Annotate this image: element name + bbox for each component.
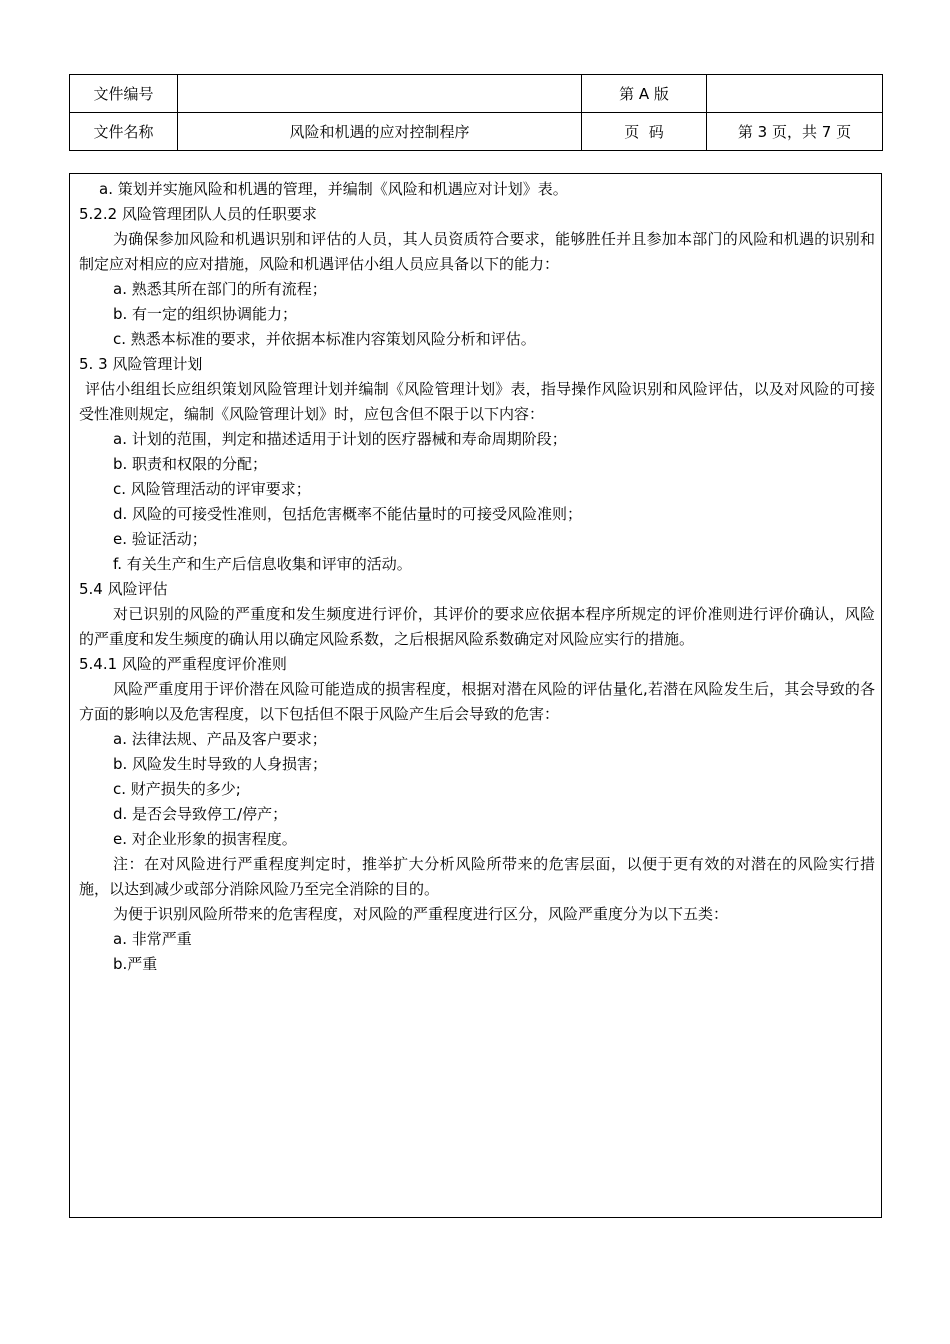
header-row-1 <box>70 75 883 113</box>
page-label: 页 码 <box>582 113 707 151</box>
list-item: c. 熟悉本标准的要求，并依据本标准内容策划风险分析和评估。 <box>113 330 536 348</box>
paragraph: 为便于识别风险所带来的危害程度，对风险的严重程度进行区分，风险严重度分为以下五类： <box>113 905 729 923</box>
body-content <box>79 177 875 977</box>
paragraph: 为确保参加风险和机遇识别和评估的人员，其人员资质符合要求，能够胜任并且参加本部门的风险和机遇的识别和制定应对相应的应对措施，风险和机遇评估小组人员应具备以下的能力： <box>79 230 875 273</box>
file-number-label: 文件编号 <box>70 75 178 113</box>
section-heading-5-4: 5.4 风险评估 <box>79 580 168 598</box>
list-item: c. 财产损失的多少; <box>113 780 241 798</box>
list-item: b. 职责和权限的分配； <box>113 455 268 473</box>
section-heading-5-3: 5. 3 风险管理计划 <box>79 355 203 373</box>
document-body <box>69 173 882 1218</box>
list-item: a. 非常严重 <box>113 930 192 948</box>
header-row-2 <box>70 113 883 151</box>
note-paragraph: 注：在对风险进行严重程度判定时，推举扩大分析风险所带来的危害层面，以便于更有效的对潜在的风险实行措施，以达到减少或部分消除风险乃至完全消除的目的。 <box>79 855 875 898</box>
list-item: b. 风险发生时导致的人身损害； <box>113 755 328 773</box>
paragraph: 评估小组组长应组织策划风险管理计划并编制《风险管理计划》表，指导操作风险识别和风险评估，以及对风险的可接受性准则规定，编制《风险管理计划》时，应包含但不限于以下内容： <box>79 380 875 423</box>
file-number-value <box>178 75 582 113</box>
list-item: b.严重 <box>113 955 158 973</box>
list-item: d. 风险的可接受性准则，包括危害概率不能估量时的可接受风险准则； <box>113 505 583 523</box>
page-value: 第 3 页，共 7 页 <box>707 113 883 151</box>
version-label: 第 A 版 <box>582 75 707 113</box>
paragraph: 风险严重度用于评价潜在风险可能造成的损害程度，根据对潜在风险的评估量化,若潜在风险发生后，其会导致的各方面的影响以及危害程度，以下包括但不限于风险产生后会导致的危害： <box>79 680 875 723</box>
section-heading-5-4-1: 5.4.1 风险的严重程度评价准则 <box>79 655 287 673</box>
version-value <box>707 75 883 113</box>
list-item: a. 熟悉其所在部门的所有流程； <box>113 280 327 298</box>
list-item: e. 对企业形象的损害程度。 <box>113 830 297 848</box>
list-item: c. 风险管理活动的评审要求； <box>113 480 311 498</box>
list-item: f. 有关生产和生产后信息收集和评审的活动。 <box>113 555 412 573</box>
list-item: e. 验证活动； <box>113 530 207 548</box>
paragraph: 对已识别的风险的严重度和发生频度进行评价，其评价的要求应依据本程序所规定的评价准则进行评价确认，风险的严重度和发生频度的确认用以确定风险系数，之后根据风险系数确定对风险应实行的措施。 <box>79 605 875 648</box>
list-item: a. 法律法规、产品及客户要求； <box>113 730 327 748</box>
list-item: a. 计划的范围，判定和描述适用于计划的医疗器械和寿命周期阶段； <box>113 430 567 448</box>
list-item: b. 有一定的组织协调能力； <box>113 305 298 323</box>
file-name-value: 风险和机遇的应对控制程序 <box>178 113 582 151</box>
document-header-table <box>69 74 883 151</box>
file-name-label: 文件名称 <box>70 113 178 151</box>
list-item: d. 是否会导致停工/停产； <box>113 805 288 823</box>
section-heading-5-2-2: 5.2.2 风险管理团队人员的任职要求 <box>79 205 317 223</box>
list-item: a. 策划并实施风险和机遇的管理，并编制《风险和机遇应对计划》表。 <box>99 180 568 198</box>
